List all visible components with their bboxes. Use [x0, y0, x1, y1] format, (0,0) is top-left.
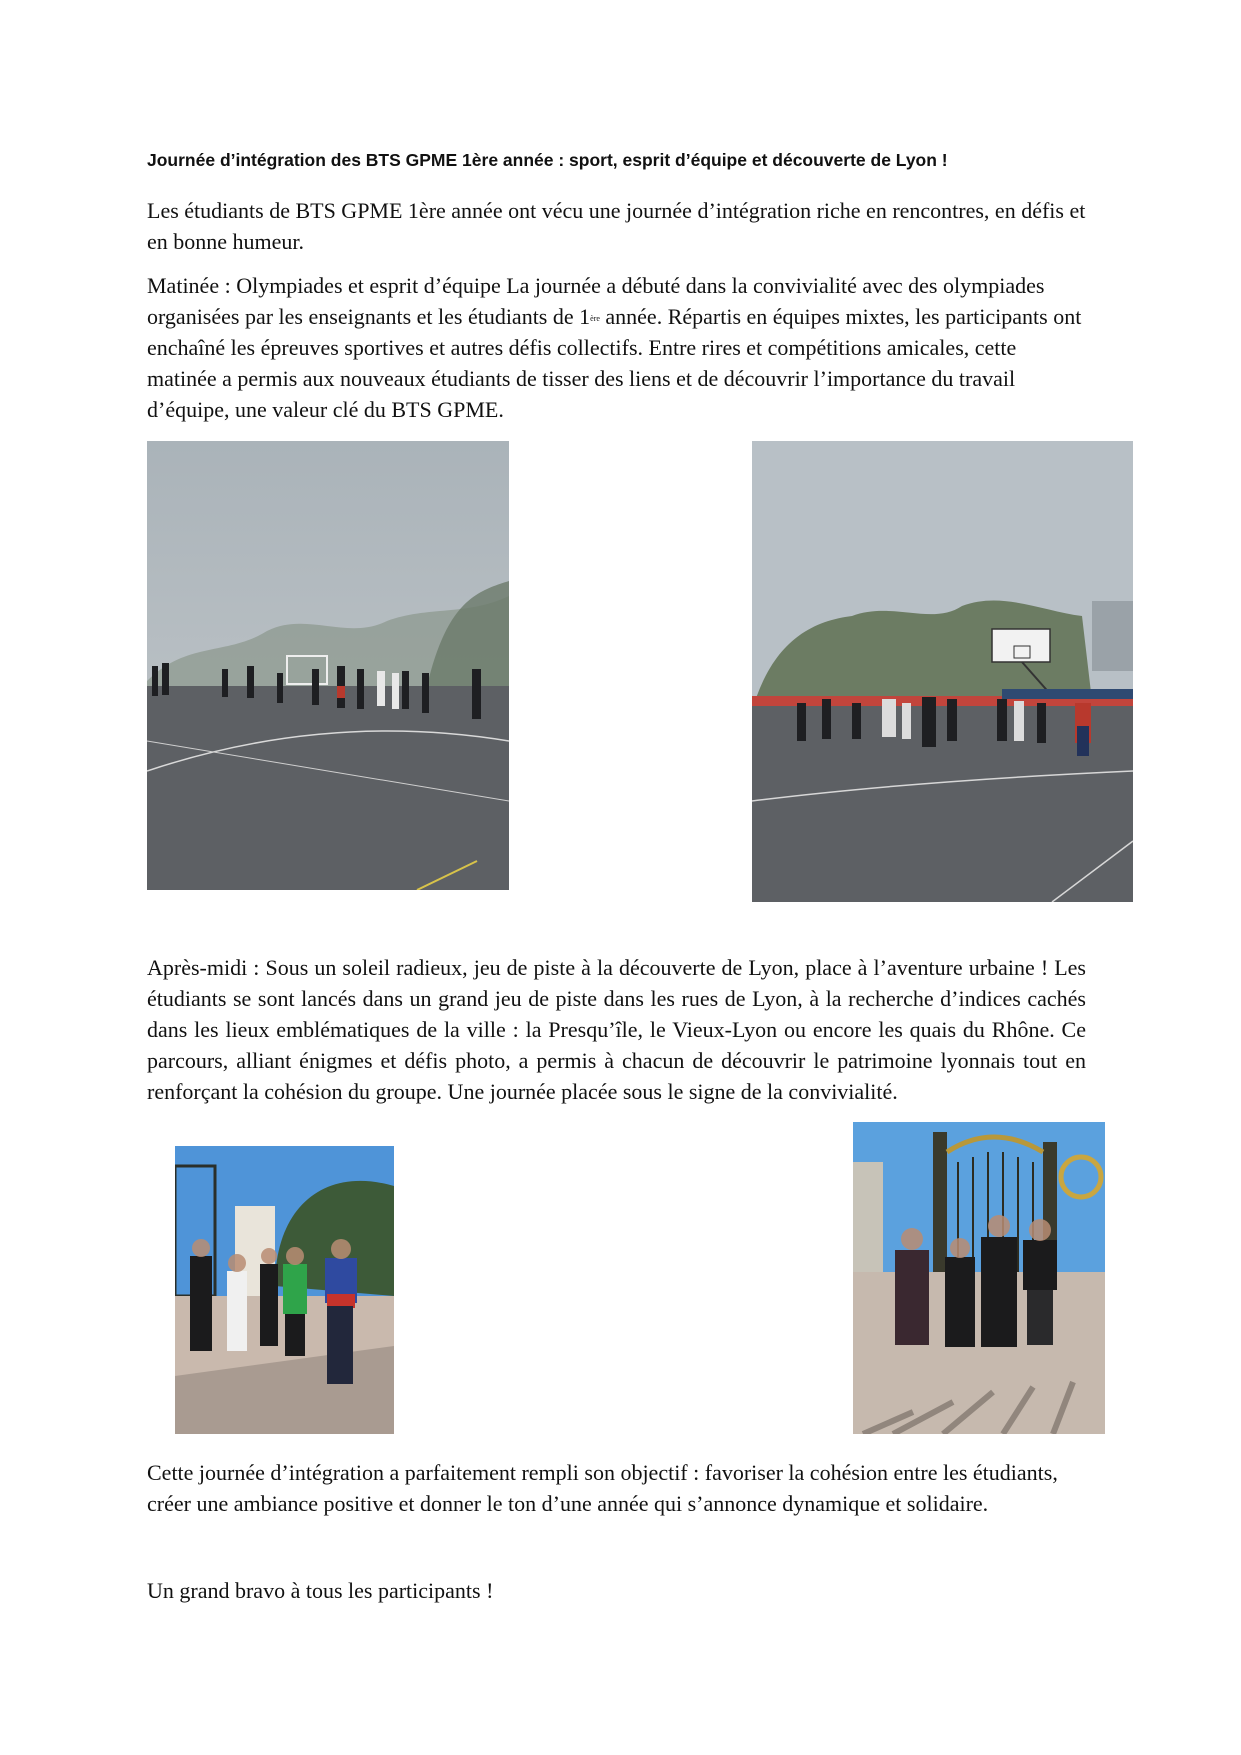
afternoon-paragraph: Après-midi : Sous un soleil radieux, jeu de piste à la découverte de Lyon, place à l’aventure urbaine ! Les étudiants se sont lancés dans un grand jeu de piste dans les rues de Lyon, à la recherche d’indices cachés dans les lieux emblématiques de la ville : la Presqu’île, le Vieux-Lyon ou encore les quais du Rhône. Ce parcours, alliant énigmes et défis photo, a permis à chacun de découvrir le patrimoine lyonnais tout en renforçant la cohésion du groupe. Une journée placée sous le signe de la convivialité. — [147, 955, 1086, 1104]
morning-paragraph — [147, 270, 1086, 425]
closing-paragraph: Un grand bravo à tous les participants ! — [147, 1578, 494, 1603]
morning-text-a: Matinée : Olympiades et esprit d’équipe La journée a débuté dans la convivialité avec des olympiades organisées par les enseignants et les étudiants de 1 — [147, 273, 1045, 329]
morning-superscript: ère — [590, 314, 600, 323]
photo-afternoon-group-1 — [175, 1146, 394, 1434]
article-title: Journée d’intégration des BTS GPME 1ère année : sport, esprit d’équipe et découverte de Lyon ! — [147, 150, 948, 170]
intro-paragraph: Les étudiants de BTS GPME 1ère année ont vécu une journée d’intégration riche en rencontres, en défis et en bonne humeur. — [147, 198, 1086, 254]
morning-text-b: année. Répartis en équipes mixtes, les participants ont enchaîné les épreuves sportives et autres défis collectifs. Entre rires et compétitions amicales, cette matinée a permis aux nouveaux étudiants de tisser des liens et de découvrir l’importance du travail d’équipe, une valeur clé du BTS GPME. — [147, 304, 1082, 422]
photo-morning-court-1 — [147, 441, 509, 890]
photo-afternoon-group-2 — [853, 1122, 1105, 1434]
photo-morning-court-2 — [752, 441, 1133, 902]
conclusion-paragraph: Cette journée d’intégration a parfaitement rempli son objectif : favoriser la cohésion entre les étudiants, créer une ambiance positive et donner le ton d’une année qui s’annonce dynamique et solidaire. — [147, 1460, 1058, 1516]
